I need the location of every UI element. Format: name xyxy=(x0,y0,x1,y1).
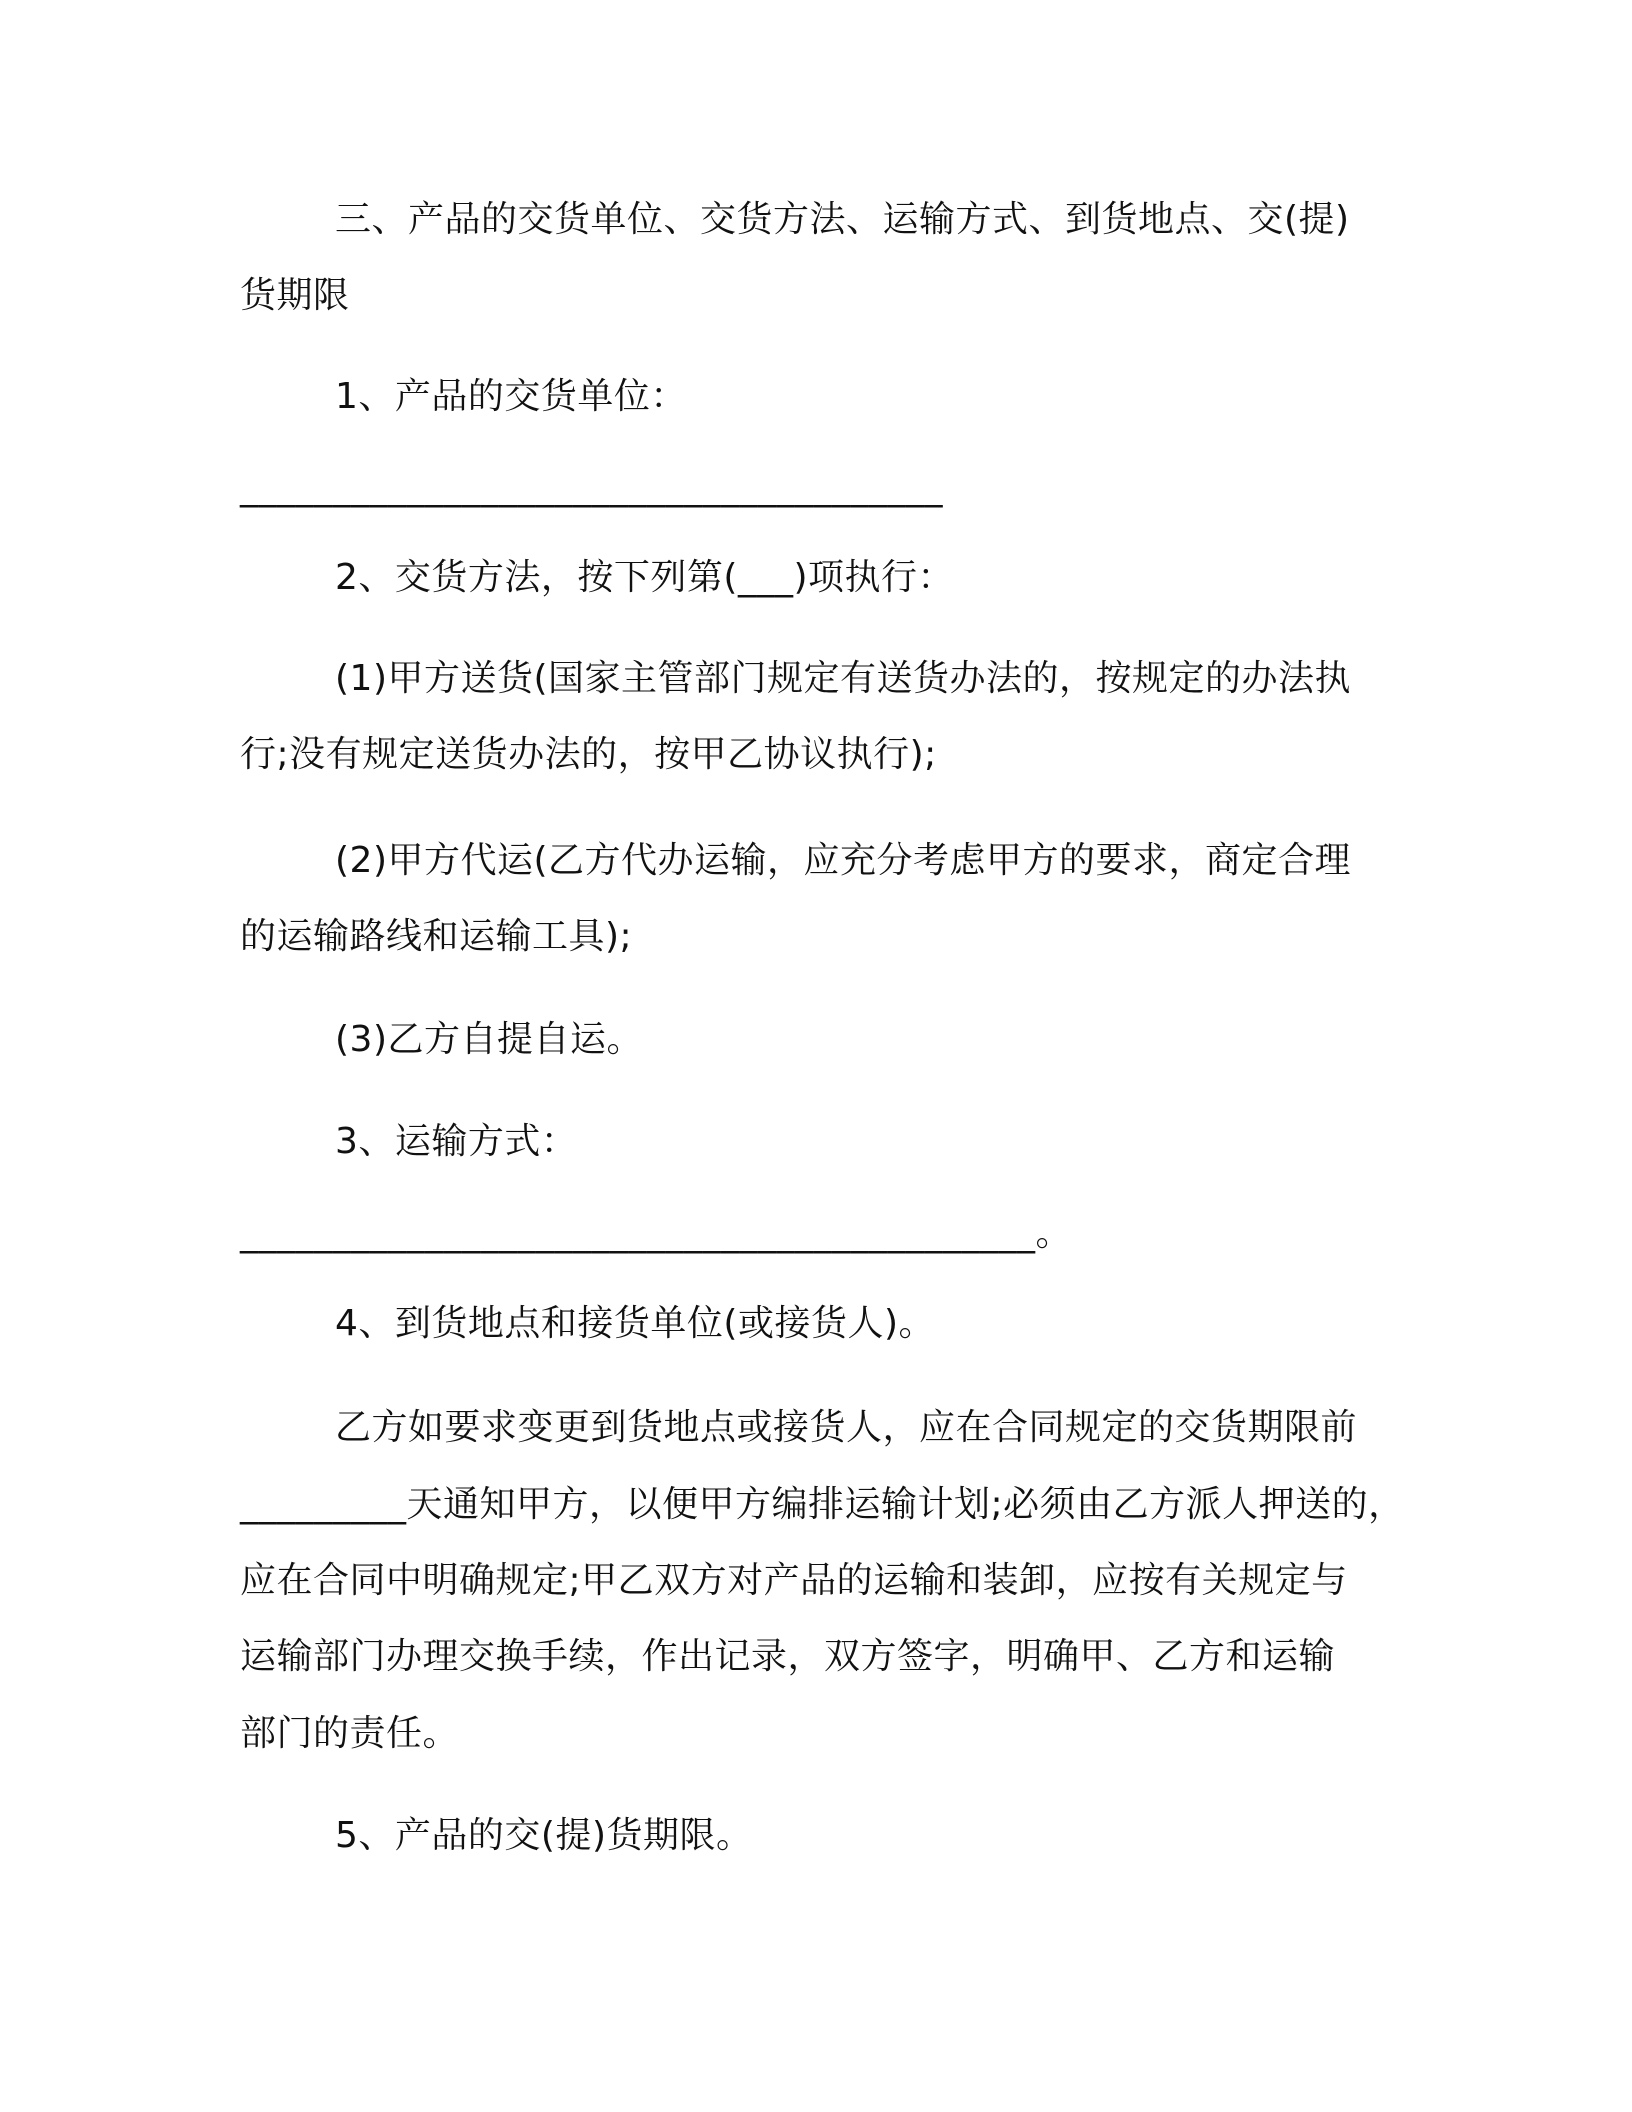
option-3-party-b-pickup: (3)乙方自提自运。 xyxy=(335,1019,643,1060)
section-three-heading: 三、产品的交货单位、交货方法、运输方式、到货地点、交(提) xyxy=(335,199,1350,240)
option-1-party-a-delivery-continued: 行;没有规定送货办法的，按甲乙协议执行); xyxy=(240,734,937,775)
blank-line-delivery-unit: ______________________________________ xyxy=(240,467,943,508)
change-notice-paragraph-line-4: 运输部门办理交换手续，作出记录，双方签字，明确甲、乙方和运输 xyxy=(240,1636,1336,1677)
option-2-party-a-shipping: (2)甲方代运(乙方代办运输，应充分考虑甲方的要求，商定合理 xyxy=(335,840,1352,881)
section-three-heading-continued: 货期限 xyxy=(240,275,350,316)
item-5-delivery-deadline: 5、产品的交(提)货期限。 xyxy=(335,1815,753,1856)
item-2-delivery-method: 2、交货方法，按下列第(___)项执行： xyxy=(335,557,954,598)
item-3-transport-mode: 3、运输方式： xyxy=(335,1121,578,1162)
change-notice-paragraph-line-2: _________天通知甲方，以便甲方编排运输计划;必须由乙方派人押送的， xyxy=(240,1484,1405,1525)
change-notice-paragraph-line-1: 乙方如要求变更到货地点或接货人，应在合同规定的交货期限前 xyxy=(335,1407,1358,1448)
item-4-destination: 4、到货地点和接货单位(或接货人)。 xyxy=(335,1303,935,1344)
option-1-party-a-delivery: (1)甲方送货(国家主管部门规定有送货办法的，按规定的办法执 xyxy=(335,658,1352,699)
option-2-party-a-shipping-continued: 的运输路线和运输工具); xyxy=(240,916,633,957)
change-notice-paragraph-line-5: 部门的责任。 xyxy=(240,1713,460,1754)
change-notice-paragraph-line-3: 应在合同中明确规定;甲乙双方对产品的运输和装卸，应按有关规定与 xyxy=(240,1560,1348,1601)
item-1-delivery-unit: 1、产品的交货单位： xyxy=(335,376,687,417)
blank-line-transport-mode: ___________________________________________。 xyxy=(240,1213,1072,1254)
